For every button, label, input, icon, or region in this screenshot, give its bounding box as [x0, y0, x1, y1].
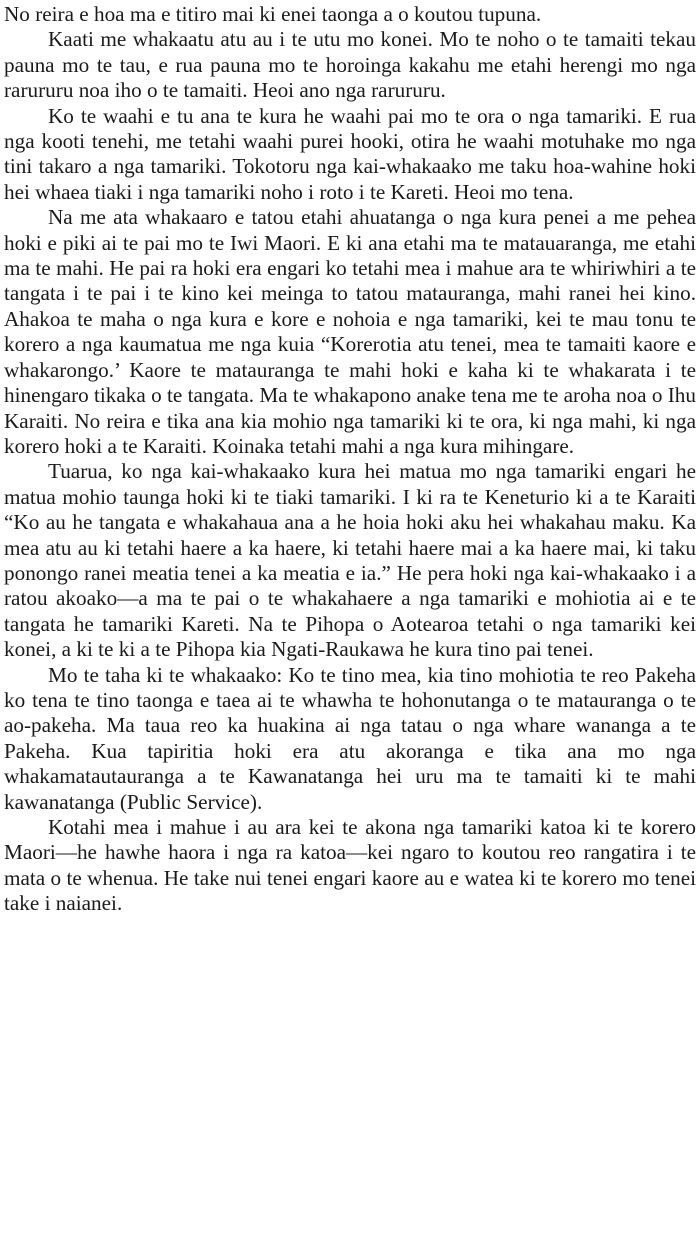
paragraph-intro: No reira e hoa ma e titiro mai ki enei taonga a o koutou tupuna. [4, 2, 542, 26]
paragraph-fees: Kaati me whakaatu atu au i te utu mo konei. Mo te noho o te tamaiti tekau pauna mo te tau, e rua pauna mo te horoinga kakahu me etahi herengi mo nga rarururu noa iho o te tamaiti. Heoi ano nga rarururu. [4, 27, 696, 103]
paragraph-maori-language: Kotahi mea i mahue i au ara kei te akona nga tamariki katoa ki te korero Maori—he hawhe haora i nga ra katoa—kei ngaro to koutou reo rangatira i te mata o te whenua. He take nui tenei engari kaore au e watea ki te korero mo tenei take i naianei. [4, 815, 696, 916]
paragraph-grounds: Ko te waahi e tu ana te kura he waahi pai mo te ora o nga tamariki. E rua nga kooti tenehi, me tetahi waahi purei hooki, otira he waahi motuhake mo nga tini takaro a nga tamariki. Tokotoru nga kai-whakaako me taku hoa-wahine hoki hei whaea tiaki i nga tamariki noho i roto i te Kareti. Heoi mo tena. [4, 103, 696, 204]
paragraph-teachers: Tuarua, ko nga kai-whakaako kura hei matua mo nga tamariki engari he matua mohio taunga hoki ki te tiaki tamariki. I ki ra te Keneturio ki a te Karaiti “Ko au he tangata e whakahaua ana a he hoia hoki aku hei whakahau maku. Ka mea atu au ki tetahi haere a ka haere, ki tetahi haere mai a ka haere mai, ki taku ponongo ranei meatia tenei a ka meatia e ia.” He pera hoki nga kai-whakaako i a ratou akoako—a ma te pai o te whakahaere a nga tamariki e mohiotia ai e te tangata he tamariki Kareti. Na te Pihopa o Aotearoa tetahi o nga tamariki kei konei, a ki te ki a te Pihopa kia Ngati-Raukawa he kura tino pai tenei. [4, 459, 696, 662]
paragraph-aims: Na me ata whakaaro e tatou etahi ahuatanga o nga kura penei a me pehea hoki e piki ai te pai mo te Iwi Maori. E ki ana etahi ma te matauaranga, me etahi ma te mahi. He pai ra hoki era engari ko tetahi mea i mahue ara te whiriwhiri a te tangata i te pai i te kino kei meinga to tatou matauranga, mahi ranei hei kino. Ahakoa te maha o nga kura e kore e nohoia e nga tamariki, kei te mau tonu te korero a nga kaumatua me nga kuia “Korerotia atu tenei, mea te tamaiti kaore e whakarongo.’ Kaore te matauranga te mahi hoki e kaha ki te whakarata i te hinengaro tikaka o te tangata. Ma te whakapono anake tena me te aroha noa o Ihu Karaiti. No reira e tika ana kia mohio nga tamariki ki te ora, ki nga mahi, ki nga korero hoki a te Karaiti. Koinaka tetahi mahi a nga kura mihingare. [4, 205, 696, 458]
paragraph-curriculum: Mo te taha ki te whakaako: Ko te tino mea, kia tino mohiotia te reo Pakeha ko tena te tino taonga e taea ai te whawha te hohonutanga o te matauranga o te ao-pakeha. Ma taua reo ka huakina ai nga tatau o nga whare wananga a te Pakeha. Kua tapiritia hoki era atu akoranga e tika ana mo nga whakamatautauranga a te Kawanatanga hei uru ma te tamaiti ki te mahi kawanatanga (Public Service). [4, 662, 696, 814]
